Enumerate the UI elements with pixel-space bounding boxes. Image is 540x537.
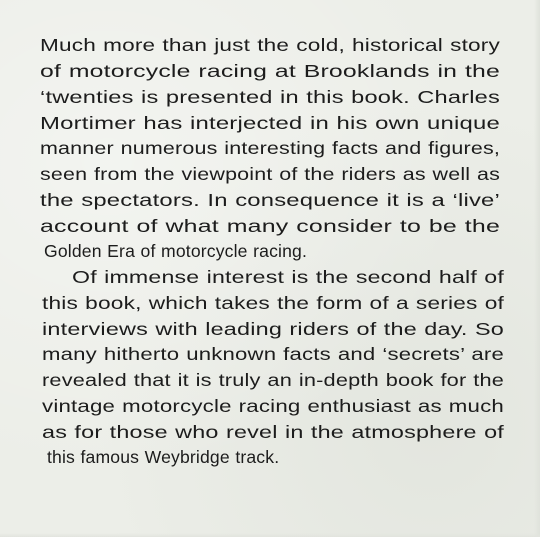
text-line: this famous Weybridge track. — [47, 447, 280, 467]
text-line: Mortimer has interjected in his own unique — [40, 113, 500, 133]
page-bottom-edge — [0, 533, 540, 537]
text-line: ‘twenties is presented in this book. Charles — [40, 87, 500, 107]
text-line: interviews with leading riders of the day. So — [42, 319, 504, 339]
text-line: the spectators. In consequence it is a ‘live’ — [40, 190, 500, 210]
text-line: account of what many consider to be the — [40, 216, 501, 236]
text-line: seen from the viewpoint of the riders as well as — [40, 164, 501, 184]
text-line: vintage motorcycle racing enthusiast as much — [42, 396, 504, 416]
text-line: Of immense interest is the second half of — [72, 267, 504, 287]
text-line: many hitherto unknown facts and ‘secrets’ are — [42, 344, 504, 364]
text-line: Much more than just the cold, historical story — [40, 35, 500, 55]
page-edge-shadow — [534, 0, 540, 537]
text-line: of motorcycle racing at Brooklands in the — [40, 61, 500, 81]
text-line: as for those who revel in the atmosphere of — [42, 422, 504, 442]
text-line: manner numerous interesting facts and figures, — [40, 138, 500, 158]
text-line: revealed that it is truly an in-depth book for the — [42, 370, 504, 390]
text-line: Golden Era of motorcycle racing. — [44, 241, 308, 261]
text-line: this book, which takes the form of a series of — [42, 293, 504, 313]
